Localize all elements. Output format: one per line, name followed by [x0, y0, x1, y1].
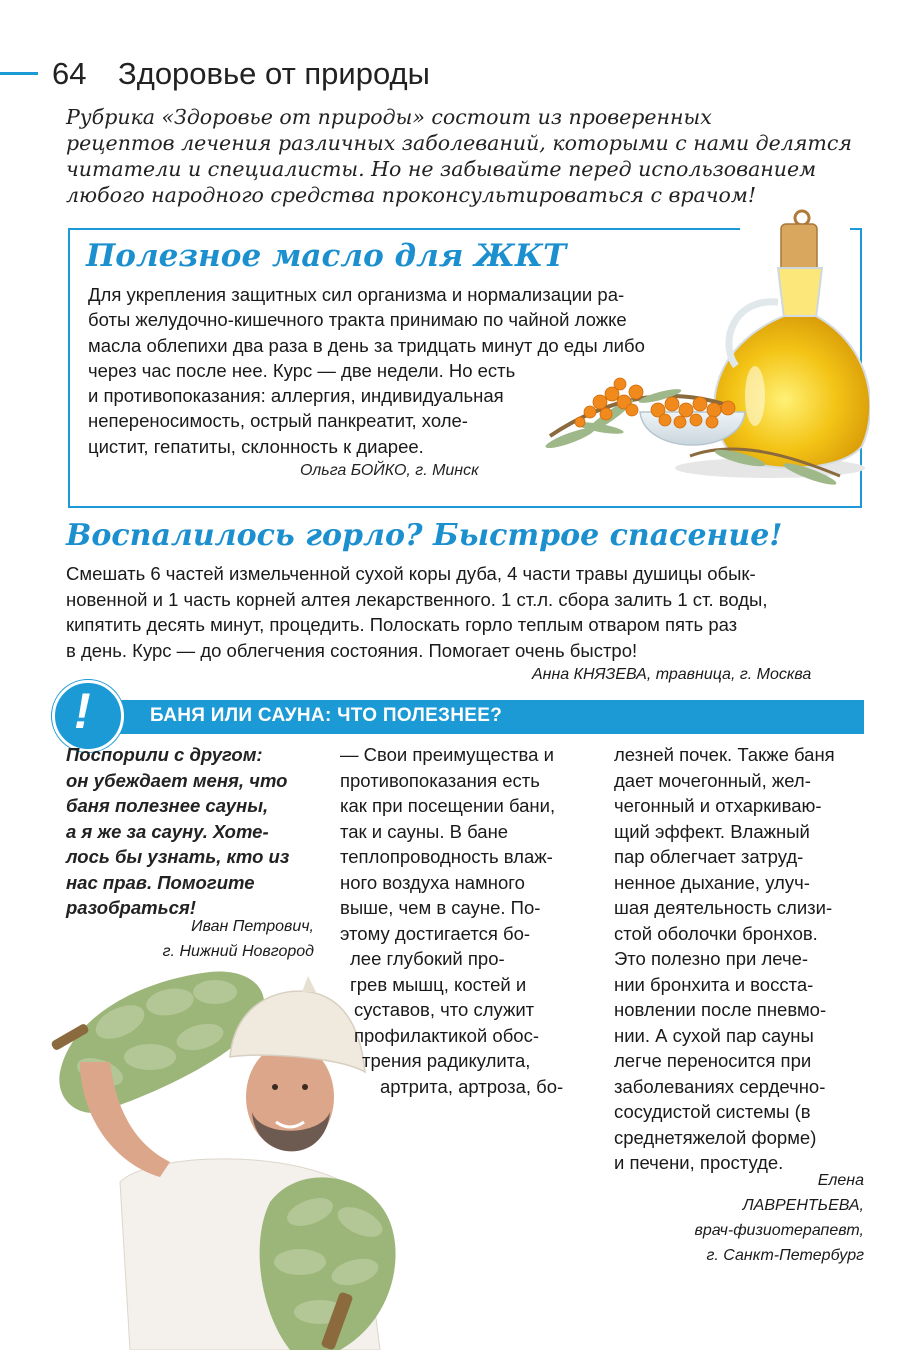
eye	[272, 1084, 278, 1090]
answer-line: пар облегчает затруд-	[614, 846, 804, 867]
answer-line: противопоказания есть	[340, 769, 540, 791]
article2-line: в день. Курс — до облегчения состояния. Помогает очень быстро!	[66, 639, 638, 661]
answer-line: суставов, что служит	[354, 999, 535, 1020]
answer-line: стой оболочки бронхов.	[614, 922, 818, 944]
article1-author: Ольга БОЙКО, г. Минск	[300, 462, 479, 479]
answer-author-line: ЛАВРЕНТЬЕВА,	[742, 1197, 864, 1214]
hat-tip	[302, 976, 316, 992]
page-number: 64	[52, 56, 87, 91]
answer-line: и печени, простуде.	[614, 1152, 784, 1173]
answer-author	[614, 1168, 864, 1268]
answer-line: лее глубокий про-	[350, 948, 505, 969]
intro-line: Рубрика «Здоровье от природы» состоит из проверенных	[66, 105, 712, 129]
answer-line: лезней почек. Также баня	[614, 744, 835, 765]
answer-line: щий эффект. Влажный	[614, 820, 810, 842]
answer-line: нии. А сухой пар сауны	[614, 1024, 814, 1046]
answer-line: — Свои преимущества и	[340, 744, 554, 765]
answer-line: артрита, артроза, бо-	[380, 1075, 564, 1097]
article1-line: цистит, гепатиты, склонность к диарее.	[88, 435, 424, 457]
answer-author-line: г. Санкт-Петербург	[706, 1247, 864, 1264]
answer-line: Это полезно при лече-	[614, 948, 809, 969]
question-line: лось бы узнать, кто из	[66, 846, 290, 867]
answer-line: дает мочегонный, жел-	[614, 769, 811, 791]
article3-banner-title: БАНЯ ИЛИ САУНА: ЧТО ПОЛЕЗНЕЕ?	[150, 705, 503, 726]
answer-line: чегонный и отхаркиваю-	[614, 795, 822, 816]
answer-line: профилактикой обос-	[354, 1024, 539, 1046]
answer-line: выше, чем в сауне. По-	[340, 897, 541, 918]
answer-line: легче переносится при	[614, 1050, 812, 1071]
bottle-neck	[778, 268, 822, 318]
section-title: Здоровье от природы	[118, 56, 430, 91]
answer-column-3	[614, 742, 864, 1176]
article1-line: масла облепихи два раза в день за тридцать минут до еды либо	[88, 334, 645, 356]
question-line: баня полезнее сауны,	[66, 795, 269, 816]
answer-line: трения радикулита,	[362, 1050, 531, 1071]
answer-line: грев мышц, костей и	[350, 973, 527, 995]
intro-line: рецептов лечения различных заболеваний, которыми с нами делятся	[66, 131, 852, 155]
bottle-highlight	[745, 366, 765, 426]
intro-text	[66, 104, 876, 208]
answer-author-line: врач-физиотерапевт,	[694, 1222, 864, 1239]
reader-question	[66, 742, 316, 921]
article1-line: и противопоказания: аллергия, индивидуальная	[88, 385, 504, 407]
question-author-line: Иван Петрович,	[191, 918, 314, 935]
answer-line: сосудистой системы (в	[614, 1101, 811, 1122]
answer-line: ного воздуха намного	[340, 871, 525, 893]
article1-line: Для укрепления защитных сил организма и нормализации ра-	[88, 284, 625, 305]
article2-author: Анна КНЯЗЕВА, травница, г. Москва	[532, 666, 812, 683]
question-line: разобраться!	[66, 897, 196, 918]
answer-line: этому достигается бо-	[340, 922, 531, 944]
question-line: нас прав. Помогите	[66, 871, 255, 893]
bottle-body	[714, 316, 870, 468]
answer-line: так и сауны. В бане	[340, 820, 509, 842]
answer-line: заболеваниях сердечно-	[614, 1075, 826, 1097]
article2-title: Воспалилось горло? Быстрое спасение!	[66, 518, 783, 553]
answer-author-line: Елена	[817, 1172, 864, 1189]
eye	[302, 1084, 308, 1090]
answer-line: новлении после пневмо-	[614, 999, 827, 1020]
question-line: Поспорили с другом:	[66, 744, 263, 765]
question-line: он убеждает меня, что	[66, 769, 288, 791]
answer-line: среднетяжелой форме)	[614, 1126, 817, 1148]
article1-line: через час после нее. Курс — две недели. Но есть	[88, 359, 516, 381]
intro-line: любого народного средства проконсультироваться с врачом!	[66, 183, 757, 207]
question-author	[66, 914, 314, 964]
article2-body	[66, 561, 866, 663]
article1-line: боты желудочно-кишечного тракта принимаю по чайной ложке	[88, 309, 627, 331]
answer-line: шая деятельность слизи-	[614, 897, 833, 918]
answer-line: как при посещении бани,	[340, 795, 556, 816]
article2-line: Смешать 6 частей измельченной сухой коры дуба, 4 части травы душицы обык-	[66, 563, 756, 584]
answer-line: нии бронхита и восста-	[614, 973, 814, 995]
exclamation-icon: !	[74, 683, 91, 739]
question-line: а я же за сауну. Хоте-	[66, 820, 269, 842]
question-author-line: г. Нижний Новгород	[162, 943, 314, 960]
article1-body	[88, 282, 728, 459]
intro-line: читатели и специалисты. Но не забывайте перед использованием	[66, 157, 817, 181]
article2-line: кипятить десять минут, процедить. Полоскать горло теплым отваром пять раз	[66, 614, 738, 635]
cork-stopper	[781, 224, 817, 272]
answer-line: теплопроводность влаж-	[340, 846, 553, 867]
article2-line: новенной и 1 часть корней алтея лекарственного. 1 ст.л. сбора залить 1 ст. воды,	[66, 588, 768, 610]
article1-title: Полезное масло для ЖКТ	[86, 238, 567, 274]
cork-ring	[795, 211, 809, 225]
answer-column-2	[340, 742, 590, 1099]
header-accent-line	[0, 72, 38, 75]
article1-line: непереносимость, острый панкреатит, холе-	[88, 410, 468, 432]
answer-line: ненное дыхание, улуч-	[614, 871, 810, 893]
